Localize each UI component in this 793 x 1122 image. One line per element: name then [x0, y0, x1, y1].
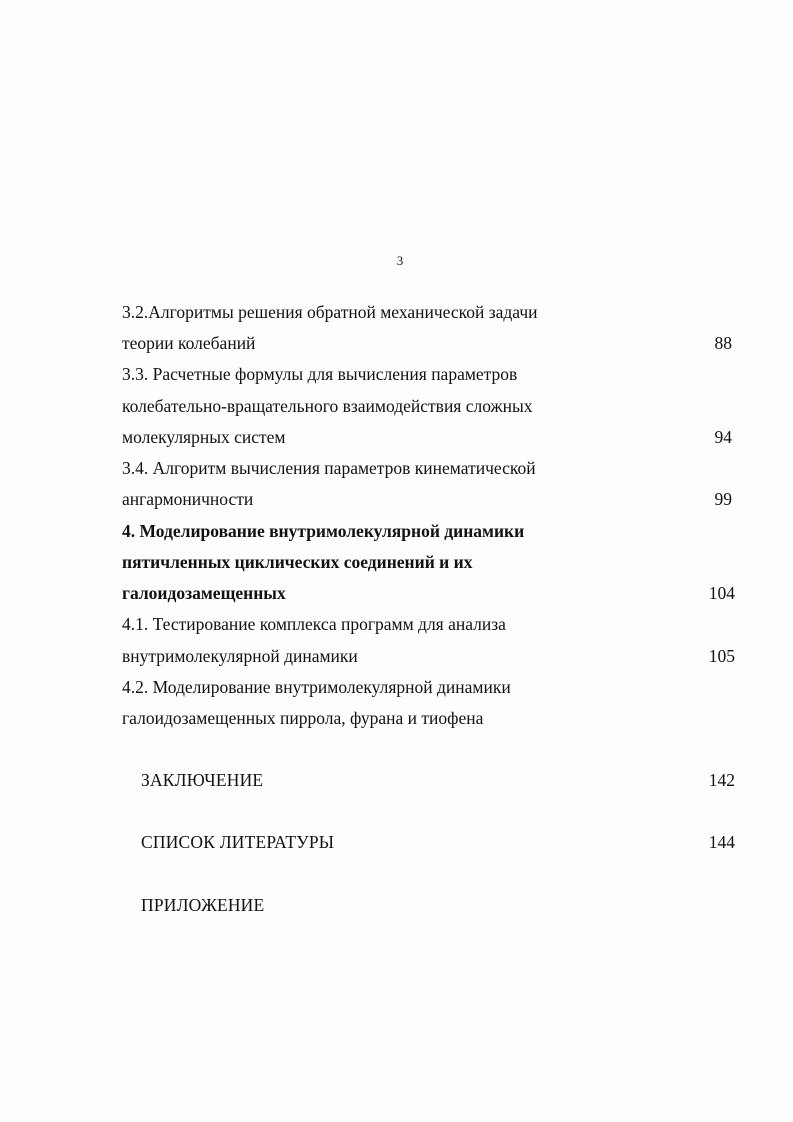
toc-entry-4-2-line-2: галоидозамещенных пиррола, фурана и тиофена	[122, 708, 484, 728]
toc-entry-3-4-line-2: ангармоничности	[122, 489, 254, 509]
toc-entry-3-2-line-2: теории колебаний	[122, 333, 256, 353]
toc-entry-3-3-page: 94	[714, 427, 732, 447]
toc-entry-3-4-page: 99	[714, 489, 732, 509]
toc-entry-4-1-line-1: 4.1. Тестирование комплекса программ для анализа	[122, 614, 506, 634]
toc-entry-3-3-line-1: 3.3. Расчетные формулы для вычисления параметров	[122, 364, 518, 384]
toc-entry-3-2-page: 88	[714, 333, 732, 353]
toc-entry-3-4-line-1: 3.4. Алгоритм вычисления параметров кинематической	[122, 458, 536, 478]
toc-entry-3-3-line-2: колебательно-вращательного взаимодействия сложных	[122, 396, 533, 416]
toc-conclusion-page: 142	[708, 770, 735, 790]
page-number: 3	[396, 253, 404, 268]
toc-entry-3-3-line-3: молекулярных систем	[122, 427, 286, 447]
toc-entry-4-2-line-1: 4.2. Моделирование внутримолекулярной динамики	[122, 677, 511, 697]
toc-chapter-4-line-1: 4. Моделирование внутримолекулярной динамики	[122, 521, 525, 541]
toc-appendix: ПРИЛОЖЕНИЕ	[141, 895, 265, 915]
toc-entry-3-2-line-1: 3.2.Алгоритмы решения обратной механической задачи	[122, 302, 538, 322]
toc-chapter-4-page: 104	[708, 583, 735, 603]
toc-conclusion: ЗАКЛЮЧЕНИЕ	[141, 770, 264, 790]
toc-chapter-4-line-2: пятичленных циклических соединений и их	[122, 552, 473, 572]
toc-chapter-4-line-3: галоидозамещенных	[122, 583, 286, 603]
toc-entry-4-1-page: 105	[708, 646, 735, 666]
toc-references-page: 144	[708, 832, 735, 852]
toc-references: СПИСОК ЛИТЕРАТУРЫ	[141, 832, 335, 852]
toc-entry-4-1-line-2: внутримолекулярной динамики	[122, 646, 358, 666]
